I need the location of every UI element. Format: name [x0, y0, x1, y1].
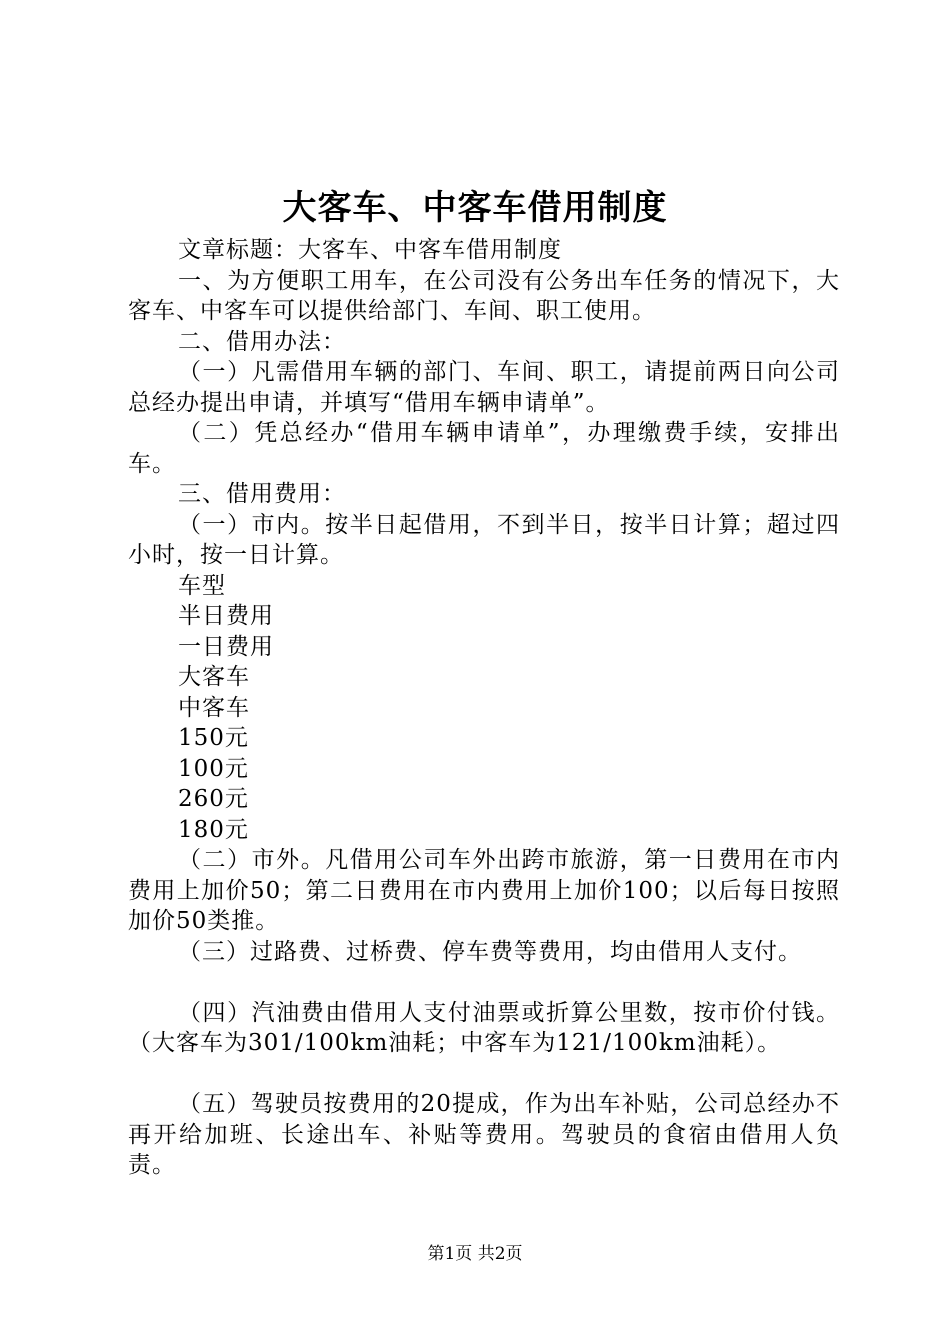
paragraph-section-3-item-4: （四）汽油费由借用人支付油票或折算公里数，按市价付钱。（大客车为301/100km油耗；中客车为121/100km油耗）。	[128, 999, 840, 1056]
document-body	[128, 235, 840, 1181]
table-item-medium-bus: 中客车	[178, 694, 250, 721]
paragraph-section-3-item-1: （一）市内。按半日起借用，不到半日，按半日计算；超过四小时，按一日计算。	[128, 511, 840, 568]
table-item-price-150: 150元	[178, 725, 249, 751]
page-footer: 第1页 共2页	[427, 1244, 523, 1264]
paragraph-section-3-item-5: （五）驾驶员按费用的20提成，作为出车补贴，公司总经办不再开给加班、长途出车、补贴等费用。驾驶员的食宿由借用人负责。	[128, 1091, 840, 1178]
table-item-price-180: 180元	[178, 816, 249, 843]
table-item-vehicle-type: 车型	[178, 572, 226, 599]
table-item-price-100: 100元	[178, 755, 249, 782]
paragraph-section-2-heading: 二、借用办法：	[178, 328, 346, 355]
paragraph-article-title: 文章标题：大客车、中客车借用制度	[178, 237, 562, 263]
paragraph-section-1: 一、为方便职工用车，在公司没有公务出车任务的情况下，大客车、中客车可以提供给部门、车间、职工使用。	[128, 267, 840, 324]
paragraph-section-3-item-3: （三）过路费、过桥费、停车费等费用，均由借用人支付。	[178, 938, 802, 965]
paragraph-section-2-item-1: （一）凡需借用车辆的部门、车间、职工，请提前两日向公司总经办提出申请，并填写“借用车辆申请单”。	[128, 359, 840, 416]
paragraph-section-3-heading: 三、借用费用：	[178, 481, 346, 507]
paragraph-section-3-item-2: （二）市外。凡借用公司车外出跨市旅游，第一日费用在市内费用上加价50；第二日费用在市内费用上加价100；以后每日按照加价50类推。	[128, 847, 840, 934]
paragraph-section-2-item-2: （二）凭总经办“借用车辆申请单”，办理缴费手续，安排出车。	[128, 420, 840, 477]
document-title: 大客车、中客车借用制度	[282, 188, 668, 228]
table-item-price-260: 260元	[178, 786, 249, 812]
table-item-half-day-fee: 半日费用	[178, 603, 274, 629]
table-item-large-bus: 大客车	[178, 664, 250, 690]
table-item-full-day-fee: 一日费用	[178, 633, 274, 660]
